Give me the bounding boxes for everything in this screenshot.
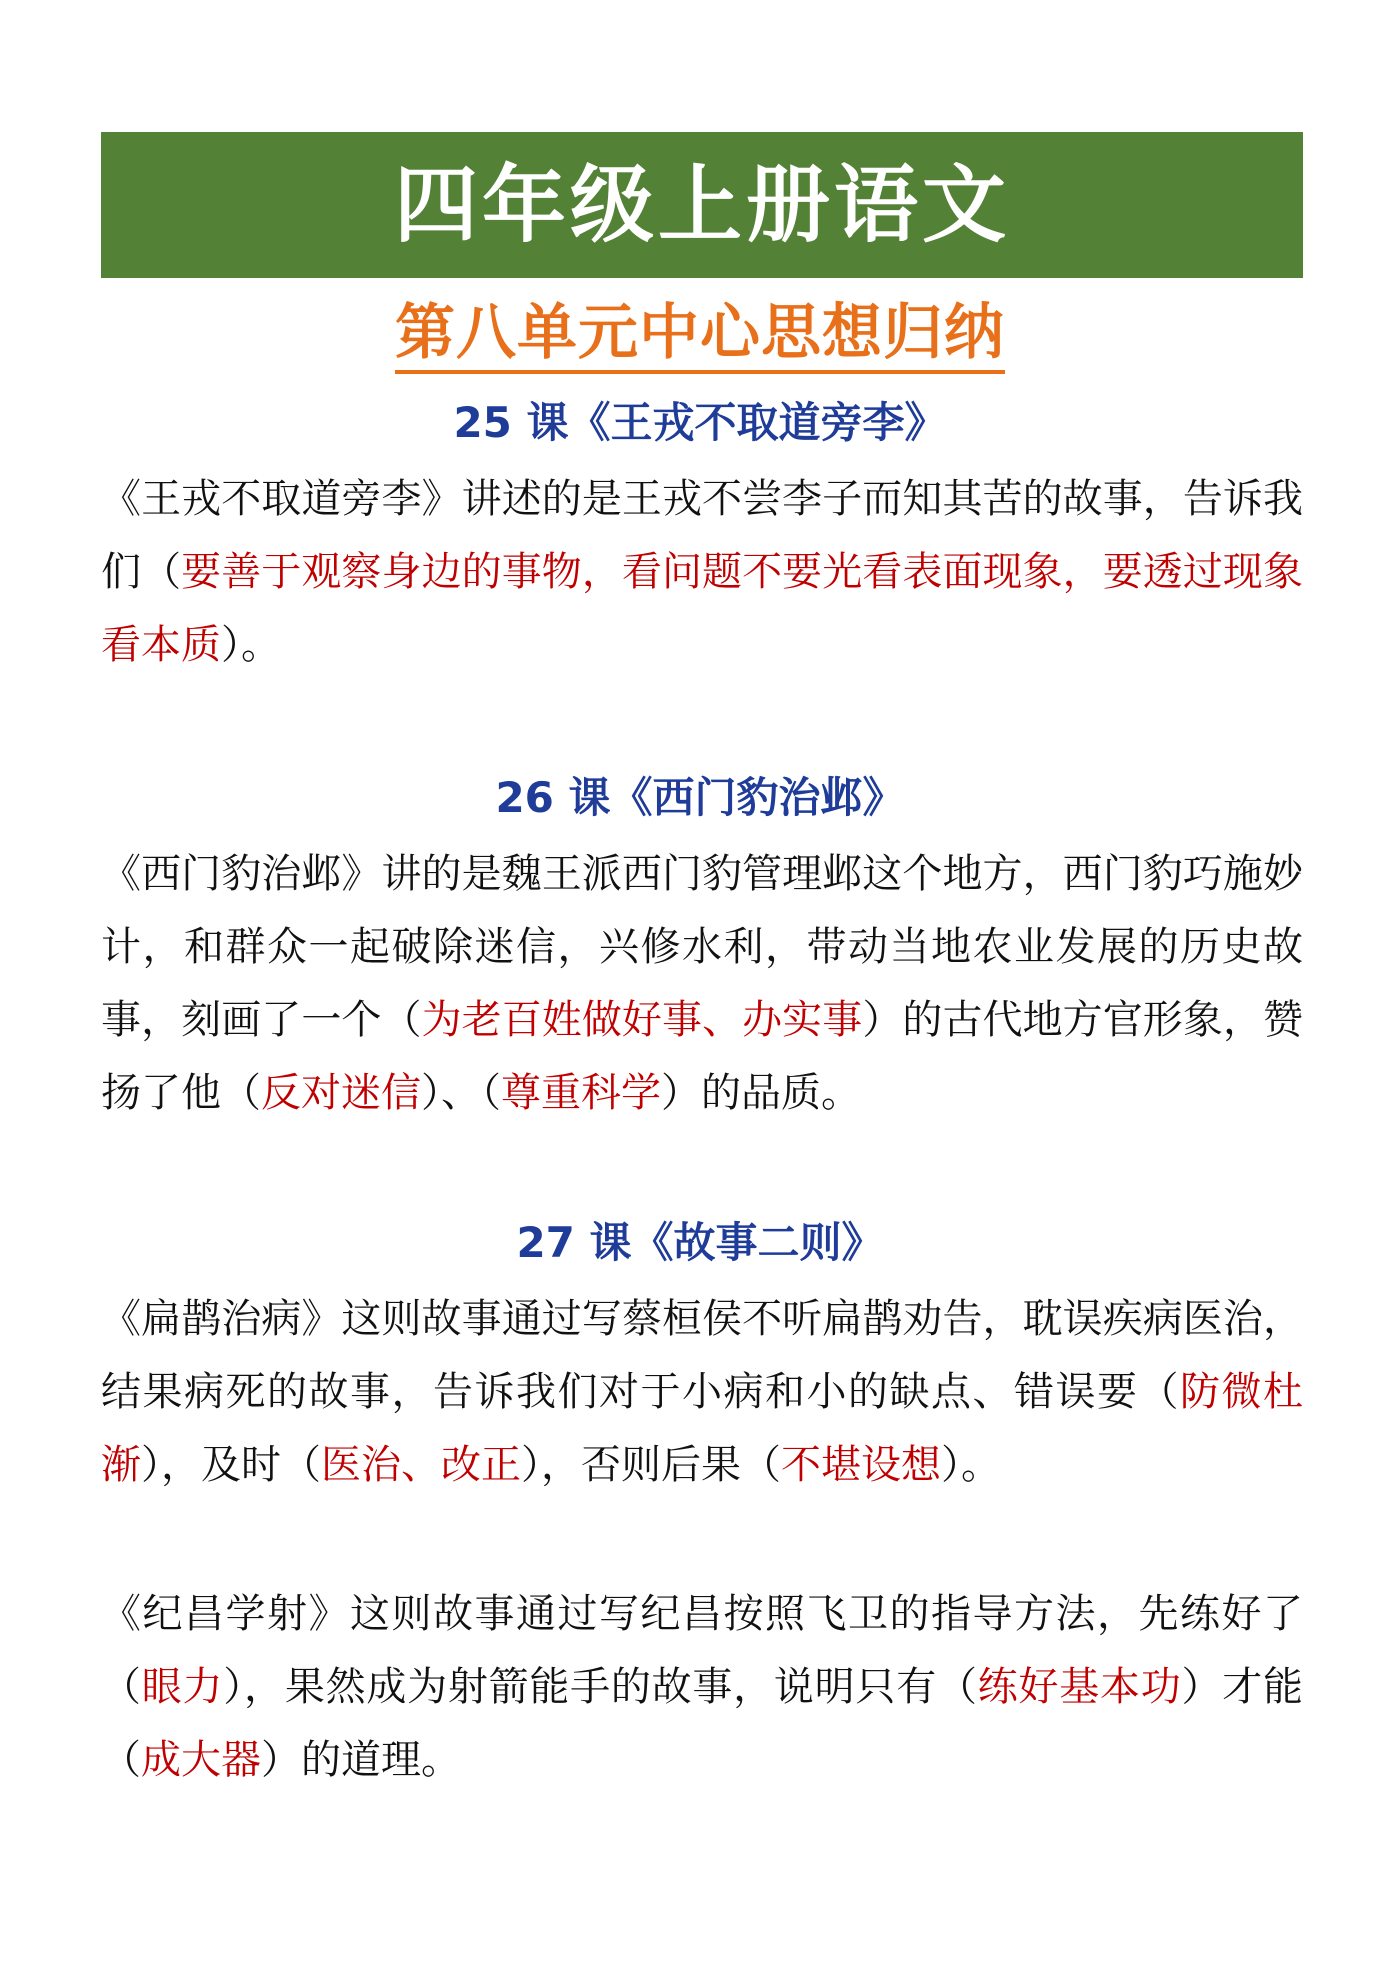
paragraph-text: ）的品质。: [661, 1070, 861, 1116]
page-title: 四年级上册语文: [393, 156, 1010, 254]
highlight-answer: 眼力: [141, 1664, 224, 1710]
lesson-26-title: 26 课《西门豹治邺》: [495, 773, 905, 822]
paragraph-text: ）的道理。: [261, 1737, 461, 1783]
highlight-answer: 反对迷信: [261, 1070, 421, 1116]
paragraph-text: ）才能（: [101, 1664, 1304, 1783]
highlight-answer: 尊重科学: [501, 1070, 661, 1116]
unit-subtitle: 第八单元中心思想归纳: [395, 300, 1005, 374]
paragraph-text: ），及时（: [141, 1442, 321, 1488]
subtitle-row: [0, 300, 1400, 374]
paragraph-text: ），否则后果（: [521, 1442, 781, 1488]
paragraph-text: 《王戎不取道旁李》讲述的是王戎不尝李子而知其苦的故事，告诉我们（: [101, 476, 1303, 595]
paragraph-text: ），果然成为射箭能手的故事，说明只有（: [223, 1664, 978, 1710]
lesson-27-paragraph-1: [101, 1283, 1303, 1502]
paragraph-text: ）。: [941, 1442, 1001, 1488]
paragraph-text: 《扁鹊治病》这则故事通过写蔡桓侯不听扁鹊劝告，耽误疾病医治，结果病死的故事，告诉我们对于小病和小的缺点、错误要（: [101, 1296, 1303, 1415]
lesson-25-title: 25 课《王戎不取道旁李》: [453, 398, 947, 447]
paragraph-text: ）的古代地方官形象，赞扬了他（: [101, 997, 1304, 1116]
paragraph-text: 《纪昌学射》这则故事通过写纪昌按照飞卫的指导方法，先练好了（: [101, 1591, 1303, 1710]
highlight-answer: 医治、改正: [321, 1442, 521, 1488]
lesson-27-paragraph-2: [101, 1578, 1303, 1797]
paragraph-text: ）。: [221, 622, 281, 668]
lesson-25-paragraph: [101, 463, 1303, 682]
lesson-27-title: 27 课《故事二则》: [516, 1218, 884, 1267]
highlight-answer: 要善于观察身边的事物，看问题不要光看表面现象，要透过现象看本质: [101, 549, 1304, 668]
highlight-answer: 成大器: [141, 1737, 261, 1783]
highlight-answer: 为老百姓做好事、办实事: [421, 997, 863, 1043]
paragraph-text: ）、（: [421, 1070, 501, 1116]
title-banner: [101, 132, 1303, 278]
highlight-answer: 练好基本功: [977, 1664, 1182, 1710]
paragraph-text: 《西门豹治邺》讲的是魏王派西门豹管理邺这个地方，西门豹巧施妙计，和群众一起破除迷信，兴修水利，带动当地农业发展的历史故事，刻画了一个（: [101, 851, 1303, 1043]
lesson-26-paragraph: [101, 838, 1303, 1130]
highlight-answer: 防微杜渐: [101, 1369, 1303, 1488]
highlight-answer: 不堪设想: [781, 1442, 941, 1488]
